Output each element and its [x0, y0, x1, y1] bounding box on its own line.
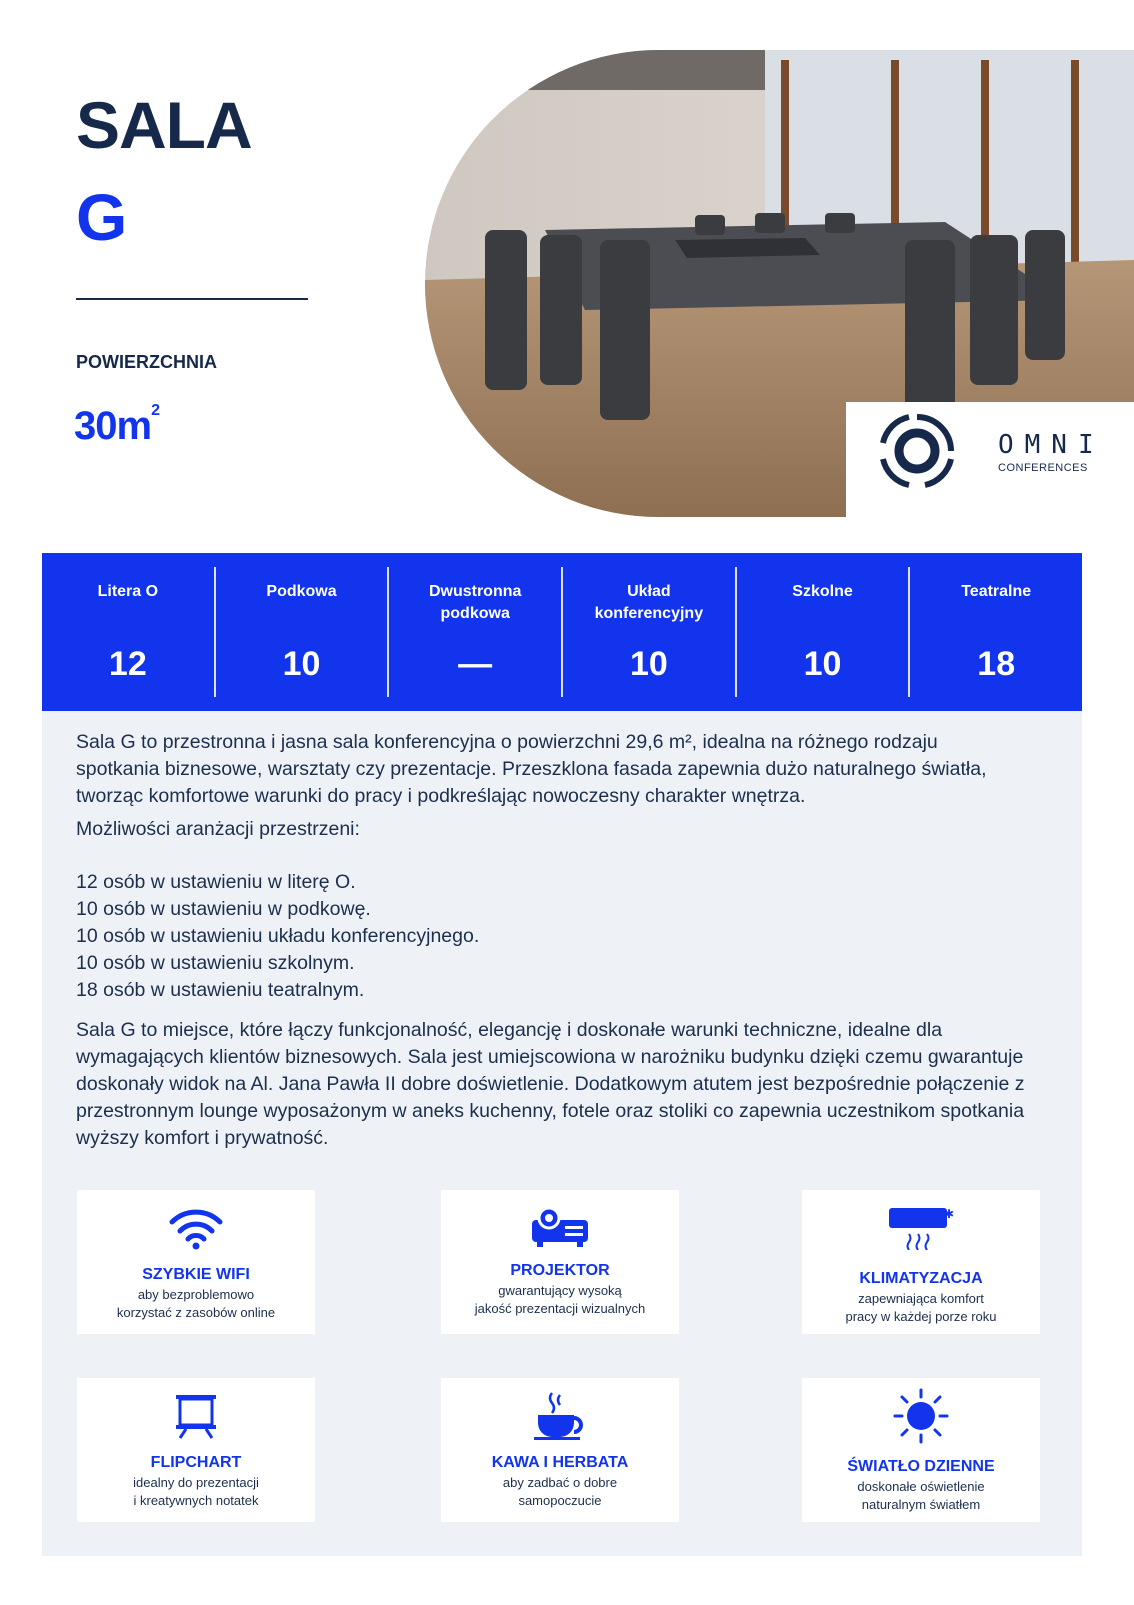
feature-card-coffee: KAWA I HERBATA aby zadbać o dobre samopoczucie [441, 1378, 679, 1522]
list-item: 10 osób w ustawieniu w podkowę. [76, 898, 371, 920]
area-label: POWIERZCHNIA [76, 352, 217, 372]
closing-paragraph: Sala G to miejsce, które łączy funkcjonalność, elegancję i doskonałe warunki techniczne, idealne dla wymagających klientów biznesowych. Sala jest umiejscowiona w narożniku budynku dzięki czemu gwarantuje doskonały widok na Al. Jana Pawła II dobre doświetlenie. Dodatkowym atutem jest bezpośrednie połączenie z przestronnym lounge wyposażonym w aneks kuchenny, fotele oraz stoliki co zapewnia uczestnikom spotkania wyższy komfort i prywatność. [76, 1019, 1025, 1149]
capacity-band [42, 553, 1082, 711]
omni-logo [846, 402, 1134, 517]
capacity-cell-conference: Układ konferencyjny 10 [561, 567, 735, 697]
area-value: $30m^2$ [74, 401, 159, 448]
feature-card-projector: PROJEKTOR gwarantujący wysoką jakość prezentacji wizualnych [441, 1190, 679, 1334]
room-letter: G [76, 180, 127, 254]
air-conditioner-icon [887, 1206, 955, 1250]
feature-card-wifi: SZYBKIE WIFI aby bezproblemowo korzystać z zasobów online [77, 1190, 315, 1334]
feature-card-flipchart: FLIPCHART idealny do prezentacji i kreatywnych notatek [77, 1378, 315, 1522]
options-heading: Możliwości aranżacji przestrzeni: [76, 818, 360, 840]
capacity-cell-double-horseshoe: Dwustronna podkowa — [387, 567, 561, 697]
wifi-icon [168, 1206, 224, 1250]
list-item: 10 osób w ustawieniu szkolnym. [76, 952, 355, 974]
title-divider [76, 298, 308, 300]
capacity-cell-theatre: Teatralne 18 [908, 567, 1082, 697]
room-title: SALA [76, 88, 252, 162]
omni-ring-icon [880, 414, 954, 488]
capacity-cell-o: Litera O 12 [97, 583, 159, 683]
logo-subtitle: CONFERENCES [998, 462, 1088, 474]
capacity-cell-classroom: Szkolne 10 [735, 567, 909, 697]
feature-card-daylight: ŚWIATŁO DZIENNE doskonałe oświetlenie naturalnym światłem [802, 1378, 1040, 1522]
options-list [76, 869, 1026, 1004]
feature-card-air-conditioning: ✱ KLIMATYZACJA zapewniająca komfort pracy w każdej porze roku [802, 1190, 1040, 1334]
projector-icon [529, 1206, 591, 1250]
intro-paragraph: Sala G to przestronna i jasna sala konferencyjna o powierzchni 29,6 m², idealna na różnego rodzaju spotkania biznesowe, warsztaty czy prezentacje. Przeszklona fasada zapewnia dużo naturalnego światła, tworząc komfortowe warunki do pracy i podkreślając nowoczesny charakter wnętrza. [76, 731, 987, 807]
list-item: 12 osób w ustawieniu w literę O. [76, 871, 356, 893]
logo-name: OMNI [998, 430, 1105, 460]
svg-text:✱: ✱ [944, 1207, 955, 1221]
capacity-cell-horseshoe: Podkowa 10 [214, 567, 388, 697]
list-item: 18 osób w ustawieniu teatralnym. [76, 979, 365, 1001]
sun-icon [893, 1388, 949, 1444]
coffee-cup-icon [532, 1391, 588, 1441]
list-item: 10 osób w ustawieniu układu konferencyjnego. [76, 925, 480, 947]
flipchart-icon [172, 1393, 220, 1439]
